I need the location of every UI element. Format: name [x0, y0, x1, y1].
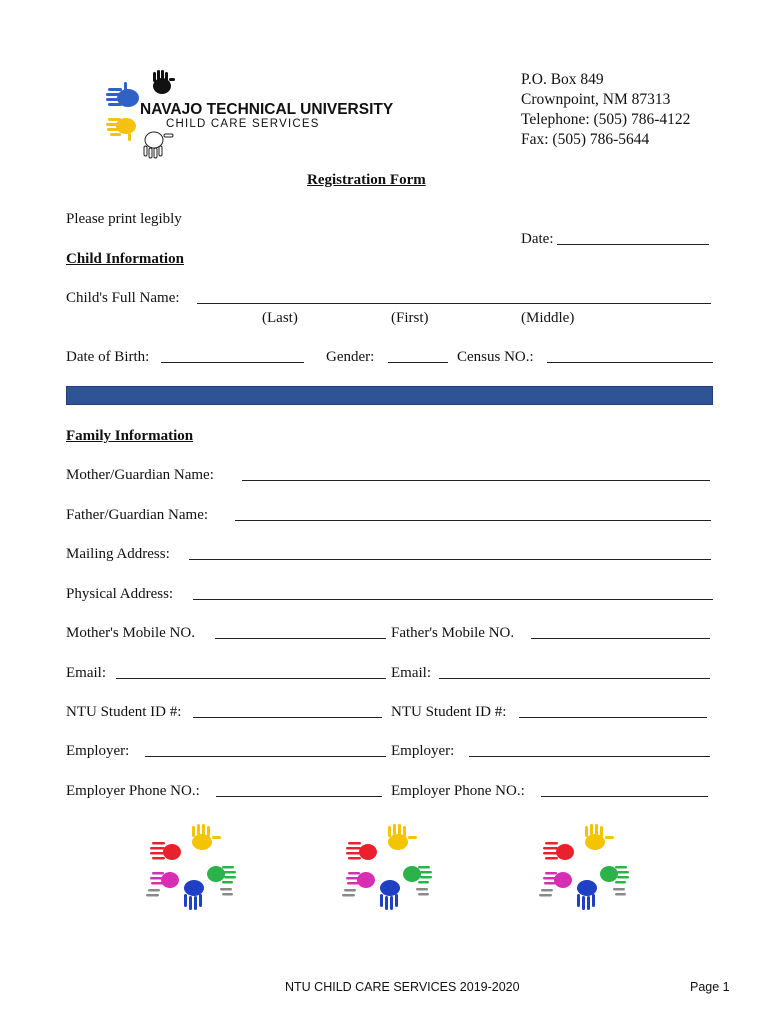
student-id-field-father[interactable]: [519, 716, 707, 718]
hand-circle-icon: [140, 822, 240, 917]
email-field-mother[interactable]: [116, 677, 386, 679]
father-mobile-field[interactable]: [531, 637, 710, 639]
father-name-field[interactable]: [235, 519, 711, 521]
mailing-address-label: Mailing Address:: [66, 546, 170, 562]
child-info-heading: Child Information: [66, 251, 184, 267]
family-info-heading: Family Information: [66, 428, 194, 444]
employer-label-father: Employer:: [391, 743, 455, 759]
form-title: Registration Form: [307, 172, 426, 188]
footer-page-number: Page 1: [690, 980, 730, 994]
father-mobile-label: Father's Mobile NO.: [391, 625, 515, 641]
student-id-label-father: NTU Student ID #:: [391, 704, 507, 720]
date-field[interactable]: [557, 243, 709, 245]
father-name-label: Father/Guardian Name:: [66, 507, 209, 523]
mother-mobile-field[interactable]: [215, 637, 386, 639]
name-sub-middle: (Middle): [521, 310, 575, 326]
contact-po-box: P.O. Box 849: [521, 71, 604, 88]
student-id-label-mother: NTU Student ID #:: [66, 704, 182, 720]
dob-label: Date of Birth:: [66, 349, 150, 365]
section-divider-bar: [66, 386, 713, 405]
employer-phone-field-mother[interactable]: [216, 795, 382, 797]
contact-telephone: Telephone: (505) 786-4122: [521, 111, 691, 128]
gender-label: Gender:: [326, 349, 375, 365]
mother-name-label: Mother/Guardian Name:: [66, 467, 214, 483]
employer-phone-label-mother: Employer Phone NO.:: [66, 783, 200, 799]
employer-phone-label-father: Employer Phone NO.:: [391, 783, 525, 799]
name-sub-last: (Last): [262, 310, 298, 326]
logo-subtitle: CHILD CARE SERVICES: [166, 118, 320, 130]
email-label-mother: Email:: [66, 665, 106, 681]
student-id-field-mother[interactable]: [193, 716, 382, 718]
physical-address-label: Physical Address:: [66, 586, 174, 602]
mother-name-field[interactable]: [242, 479, 710, 481]
footer-center-text: NTU CHILD CARE SERVICES 2019-2020: [285, 980, 520, 994]
hand-circle-icon: [533, 822, 633, 917]
contact-city: Crownpoint, NM 87313: [521, 91, 671, 108]
mother-mobile-label: Mother's Mobile NO.: [66, 625, 195, 641]
date-label: Date:: [521, 231, 554, 247]
email-field-father[interactable]: [439, 677, 710, 679]
employer-label-mother: Employer:: [66, 743, 130, 759]
dob-field[interactable]: [161, 361, 304, 363]
hand-circle-icon: [336, 822, 436, 917]
child-full-name-label: Child's Full Name:: [66, 290, 180, 306]
instruction-text: Please print legibly: [66, 211, 182, 227]
census-label: Census NO.:: [457, 349, 534, 365]
child-full-name-field[interactable]: [197, 302, 711, 304]
name-sub-first: (First): [391, 310, 429, 326]
employer-phone-field-father[interactable]: [541, 795, 708, 797]
logo-title: NAVAJO TECHNICAL UNIVERSITY: [140, 101, 394, 118]
mailing-address-field[interactable]: [189, 558, 711, 560]
employer-field-father[interactable]: [469, 755, 710, 757]
gender-field[interactable]: [388, 361, 448, 363]
employer-field-mother[interactable]: [145, 755, 386, 757]
physical-address-field[interactable]: [193, 598, 713, 600]
contact-fax: Fax: (505) 786-5644: [521, 131, 650, 148]
email-label-father: Email:: [391, 665, 431, 681]
census-field[interactable]: [547, 361, 713, 363]
